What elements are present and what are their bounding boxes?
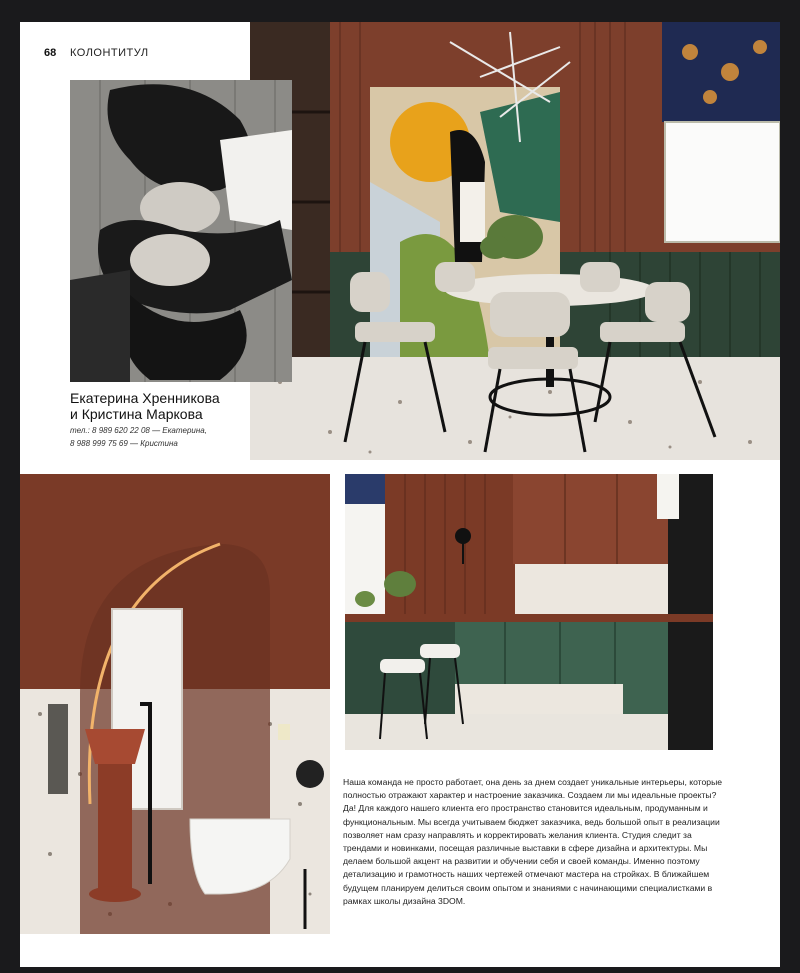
article-paragraph: Наша команда не просто работает, она день за днем создает уникальные интерьеры, которые полностью отражают характер и настроение заказчика. Создаем ли мы идеальные проекты? Да! Для каждого нашего клиента его пространство становится идеальным, продуманным и функциональным. Мы всегда учитываем бюджет заказчика, ведь большой опыт в реализации позволяет нам сразу направлять и корректировать желания клиента. Студия следит за трендами и новинками, посещая различные выставки в сфере дизайна и архитектуры. Мы делаем большой акцент на развитии и обучении себя и своей команды. Именно поэтому детализацию и грамотность наших чертежей отмечают мастера на стройках. В ближайшем будущем планируем делиться своим опытом и знаниями с начинающими специалистками в рамках школы дизайна 3DOM.: [343, 777, 723, 906]
running-header: КОЛОНТИТУЛ: [70, 47, 149, 59]
contact-phone-2: 8 988 999 75 69 — Кристина: [70, 439, 178, 448]
kitchen-photo: [345, 474, 713, 750]
contact-phone-1: тел.: 8 989 620 22 08 — Екатерина,: [70, 426, 207, 435]
designer-names-line2: и Кристина Маркова: [70, 406, 203, 422]
article-body: [343, 776, 723, 908]
dining-room-photo: [250, 22, 780, 460]
page-number: 68: [44, 47, 57, 59]
designer-contacts: [70, 424, 270, 450]
designer-names: [70, 390, 270, 422]
designer-names-line1: Екатерина Хренникова: [70, 390, 220, 406]
bathroom-photo: [20, 474, 330, 934]
designers-portrait: [70, 80, 292, 382]
magazine-page: [20, 22, 780, 967]
